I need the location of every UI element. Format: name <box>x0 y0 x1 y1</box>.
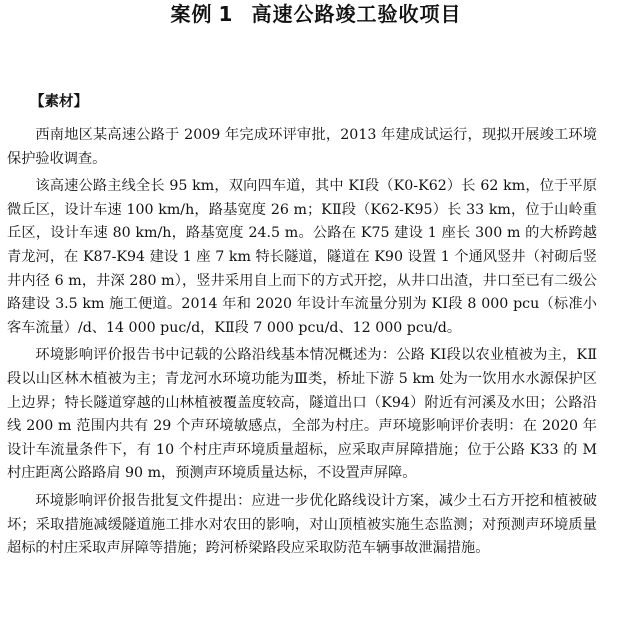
section-heading: 【素材】 <box>30 94 88 110</box>
paragraph: 该高速公路主线全长 95 km，双向四车道，其中 KⅠ段（K0-K62）长 62 km，位于平原微丘区，设计车速 100 km/h，路基宽度 26 m；KⅡ段（K62-K95）长 33 km，位于山岭重丘区，设计车速 80 km/h，路基宽度 24.5 m。公路在 K75 建设 1 座长 300 m 的大桥跨越青龙河，在 K87-K94 建设 1 座 7 km 特长隧道，隧道在 K90 设置 1 个通风竖井（衬砌后竖井内径 6 m，井深 280 m），竖井采用自上而下的方式开挖，从井口出渣，井口至已有二级公路建设 3.5 km 施工便道。2014 年和 2020 年设计车流量分别为 KⅠ段 8 000 pcu（标准小客车流量）/d、14 000 puc/d，KⅡ段 7 000 pcu/d、12 000 pcu/d。 <box>7 178 597 336</box>
case-title-number: 1 <box>218 2 234 26</box>
case-title <box>0 0 632 28</box>
paragraph: 西南地区某高速公路于 2009 年完成环评审批，2013 年建成试运行，现拟开展竣工环境保护验收调查。 <box>7 127 597 167</box>
paragraph: 环境影响评价报告书中记载的公路沿线基本情况概述为：公路 KⅠ段以农业植被为主，KⅡ段以山区林木植被为主；青龙河水环境功能为Ⅲ类，桥址下游 5 km 处为一饮用水水源保护区上边界；特长隧道穿越的山林植被覆盖度较高，隧道出口（K94）附近有河溪及水田；公路沿线 200 m 范围内共有 29 个声环境敏感点，全部为村庄。声环境影响评价表明：在 2020 年设计车流量条件下，有 10 个村庄声环境质量超标，应采取声屏障措施；位于公路 K33 的 M 村庄距离公路路肩 90 m，预测声环境质量达标，不设置声屏障。 <box>7 347 597 482</box>
case-title-name: 高速公路竣工验收项目 <box>251 2 462 26</box>
material-body <box>7 124 597 565</box>
case-title-prefix: 案例 <box>170 2 213 26</box>
paragraph: 环境影响评价报告批复文件提出：应进一步优化路线设计方案，减少土石方开挖和植被破坏；采取措施减缓隧道施工排水对农田的影响，对山顶植被实施生态监测；对预测声环境质量超标的村庄采取声屏障等措施；跨河桥梁路段应采取防范车辆事故泄漏措施。 <box>7 492 597 557</box>
